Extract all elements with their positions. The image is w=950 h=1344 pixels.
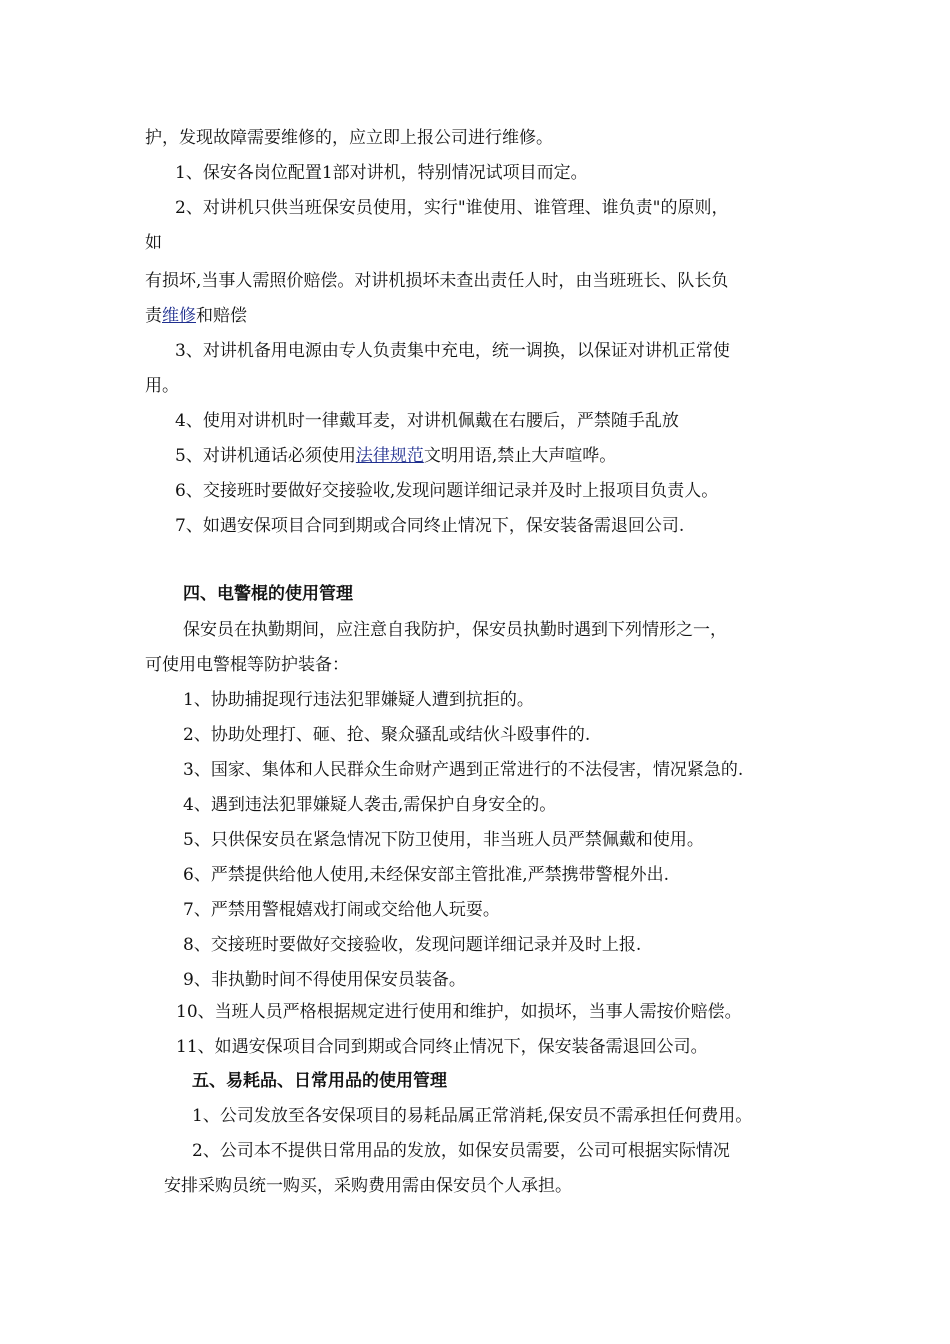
list-item: 1、协助捕捉现行违法犯罪嫌疑人遭到抗拒的。 bbox=[183, 690, 534, 710]
list-item bbox=[175, 446, 616, 466]
paragraph-line: 如 bbox=[145, 233, 162, 253]
list-item: 8、交接班时要做好交接验收，发现问题详细记录并及时上报. bbox=[183, 935, 642, 955]
repair-link[interactable]: 维修 bbox=[162, 306, 196, 326]
paragraph-line: 有损坏,当事人需照价赔偿。对讲机损坏未查出责任人时，由当班班长、队长负 bbox=[145, 271, 729, 291]
list-item: 1、公司发放至各安保项目的易耗品属正常消耗,保安员不需承担任何费用。 bbox=[192, 1106, 753, 1126]
paragraph-line: 护，发现故障需要维修的，应立即上报公司进行维修。 bbox=[145, 128, 553, 148]
text-segment: 文明用语,禁止大声喧哗。 bbox=[423, 446, 617, 466]
list-item: 5、只供保安员在紧急情况下防卫使用，非当班人员严禁佩戴和使用。 bbox=[183, 830, 704, 850]
list-item: 9、非执勤时间不得使用保安员装备。 bbox=[183, 970, 466, 990]
legal-norms-link[interactable]: 法律规范 bbox=[355, 446, 424, 466]
list-item: 3、国家、集体和人民群众生命财产遇到正常进行的不法侵害，情况紧急的. bbox=[183, 760, 744, 780]
paragraph-line: 安排采购员统一购买，采购费用需由保安员个人承担。 bbox=[164, 1176, 572, 1196]
list-item: 7、严禁用警棍嬉戏打闹或交给他人玩耍。 bbox=[183, 900, 500, 920]
list-item: 4、遇到违法犯罪嫌疑人袭击,需保护自身安全的。 bbox=[183, 795, 557, 815]
list-item: 7、如遇安保项目合同到期或合同终止情况下，保安装备需退回公司. bbox=[175, 516, 685, 536]
list-item: 10、当班人员严格根据规定进行使用和维护，如损坏，当事人需按价赔偿。 bbox=[176, 1002, 742, 1022]
list-item: 11、如遇安保项目合同到期或合同终止情况下，保安装备需退回公司。 bbox=[176, 1037, 708, 1057]
list-item: 2、协助处理打、砸、抢、聚众骚乱或结伙斗殴事件的. bbox=[183, 725, 591, 745]
paragraph-line: 用。 bbox=[145, 376, 179, 396]
paragraph-line bbox=[145, 306, 247, 326]
section-heading: 五、易耗品、日常用品的使用管理 bbox=[192, 1071, 447, 1091]
paragraph-line: 保安员在执勤期间，应注意自我防护，保安员执勤时遇到下列情形之一， bbox=[183, 620, 727, 640]
list-item: 4、使用对讲机时一律戴耳麦，对讲机佩戴在右腰后，严禁随手乱放 bbox=[175, 411, 679, 431]
list-item: 6、严禁提供给他人使用,未经保安部主管批准,严禁携带警棍外出. bbox=[183, 865, 670, 885]
list-item: 2、公司本不提供日常用品的发放，如保安员需要，公司可根据实际情况 bbox=[192, 1141, 730, 1161]
list-item: 1、保安各岗位配置1部对讲机，特别情况试项目而定。 bbox=[175, 163, 588, 183]
paragraph-line: 可使用电警棍等防护装备： bbox=[145, 655, 349, 675]
section-heading: 四、电警棍的使用管理 bbox=[183, 584, 353, 604]
text-segment: 5、对讲机通话必须使用 bbox=[175, 446, 356, 466]
text-segment: 责 bbox=[145, 306, 162, 326]
list-item: 6、交接班时要做好交接验收,发现问题详细记录并及时上报项目负责人。 bbox=[175, 481, 719, 501]
list-item: 2、对讲机只供当班保安员使用，实行"谁使用、谁管理、谁负责"的原则， bbox=[175, 198, 729, 218]
text-segment: 和赔偿 bbox=[196, 306, 247, 326]
list-item: 3、对讲机备用电源由专人负责集中充电，统一调换，以保证对讲机正常使 bbox=[175, 341, 730, 361]
